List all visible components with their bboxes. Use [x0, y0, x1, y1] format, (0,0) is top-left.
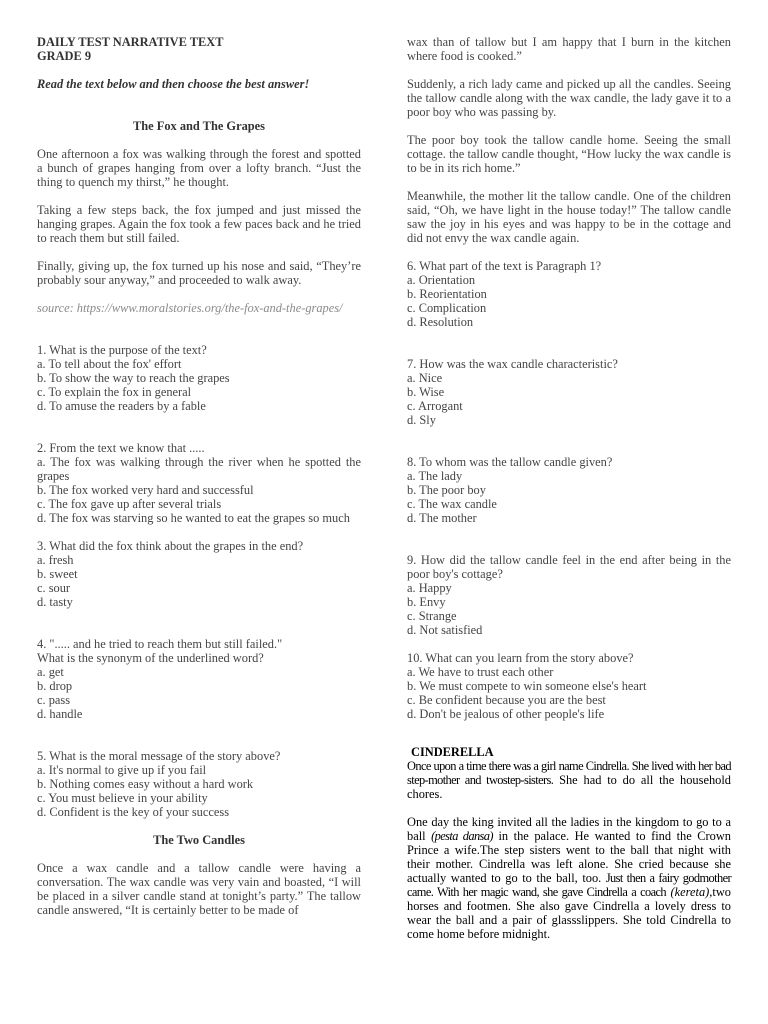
candles-story-title: The Two Candles [153, 833, 245, 847]
right-column [407, 35, 731, 941]
option: d. To amuse the readers by a fable [37, 399, 206, 413]
option: a. get [37, 665, 64, 679]
candles-paragraph-4: Meanwhile, the mother lit the tallow candle. One of the children said, “Oh, we have light in the house today!” The tallow candle saw the joy in his eyes and was happy to be in the cottage and did not envy the wax candle again. [407, 189, 731, 245]
question-text: 2. From the text we know that ..... [37, 441, 205, 455]
option: d. tasty [37, 595, 73, 609]
option: d. Sly [407, 413, 436, 427]
test-title: DAILY TEST NARRATIVE TEXT [37, 35, 224, 49]
question-text: 8. To whom was the tallow candle given? [407, 455, 613, 469]
candles-paragraph-3: The poor boy took the tallow candle home. Seeing the small cottage. the tallow candle thought, “How lucky the wax candle is to be in its rich home.” [407, 133, 731, 175]
option: d. Resolution [407, 315, 474, 329]
option: c. Arrogant [407, 399, 463, 413]
option: a. fresh [37, 553, 74, 567]
option: a. The lady [407, 469, 463, 483]
question-text: 4. "..... and he tried to reach them but still failed." [37, 637, 283, 651]
candles-paragraph-2: Suddenly, a rich lady came and picked up all the candles. Seeing the tallow candle along with the wax candle, the lady gave it to a poor boy who was passing by. [407, 77, 731, 119]
question-9 [407, 553, 731, 637]
option: d. The fox was starving so he wanted to eat the grapes so much [37, 511, 350, 525]
cinderella-p1-rest: She had to do all the household chores. [407, 773, 731, 801]
option: b. Envy [407, 595, 446, 609]
cinderella-paragraph-2 [407, 815, 731, 941]
question-text: 5. What is the moral message of the story above? [37, 749, 281, 763]
option: a. Happy [407, 581, 452, 595]
question-text: 6. What part of the text is Paragraph 1? [407, 259, 602, 273]
instruction: Read the text below and then choose the best answer! [37, 77, 310, 91]
question-8 [407, 455, 731, 525]
option: a. Orientation [407, 273, 476, 287]
cinderella-p2-condensed: Just then a fairy godmother came. With her magic wand, she gave Cindrella a coach [407, 871, 731, 899]
cinderella-p1-condensed: Once upon a time there was a girl name Cindrella. She lived with her bad step-mother and twostep-sisters. [407, 759, 731, 787]
left-column [37, 35, 361, 917]
grade-label: GRADE 9 [37, 49, 92, 63]
option: d. Not satisfied [407, 623, 483, 637]
fox-paragraph-3: Finally, giving up, the fox turned up his nose and said, “They’re probably sour anyway,” and proceeded to walk away. [37, 259, 361, 287]
option: c. sour [37, 581, 71, 595]
cinderella-paragraph-1 [407, 759, 731, 801]
question-10 [407, 651, 731, 721]
option: a. To tell about the fox' effort [37, 357, 182, 371]
cinderella-p2-text: ,two horses and footmen. She also gave Cindrella a lovely dress to wear the ball and a pair of glassslippers. She told Cindrella to come home before midnight. [407, 885, 731, 941]
cinderella-title: CINDERELLA [411, 745, 494, 759]
option: c. Be confident because you are the best [407, 693, 606, 707]
question-4 [37, 637, 361, 721]
question-3 [37, 539, 361, 609]
option: c. Complication [407, 301, 487, 315]
option: b. Reorientation [407, 287, 487, 301]
option: d. Don't be jealous of other people's life [407, 707, 605, 721]
option: b. Wise [407, 385, 445, 399]
option: d. Confident is the key of your success [37, 805, 230, 819]
option: a. Nice [407, 371, 443, 385]
option: c. pass [37, 693, 71, 707]
fox-paragraph-1: One afternoon a fox was walking through the forest and spotted a bunch of grapes hanging from over a lofty branch. “Just the thing to quench my thirst,” he thought. [37, 147, 361, 189]
option: b. sweet [37, 567, 78, 581]
question-text: 1. What is the purpose of the text? [37, 343, 207, 357]
fox-paragraph-2: Taking a few steps back, the fox jumped and just missed the hanging grapes. Again the fox took a few paces back and he tried to reach them but still failed. [37, 203, 361, 245]
candles-paragraph-1-continued: wax than of tallow but I am happy that I burn in the kitchen where food is cooked.” [407, 35, 731, 63]
option: b. Nothing comes easy without a hard work [37, 777, 254, 791]
option: c. The fox gave up after several trials [37, 497, 222, 511]
option: c. You must believe in your ability [37, 791, 208, 805]
question-text: 7. How was the wax candle characteristic? [407, 357, 618, 371]
option: b. The fox worked very hard and successful [37, 483, 254, 497]
question-6 [407, 259, 731, 329]
question-7 [407, 357, 731, 427]
option: a. The fox was walking through the river when he spotted the grapes [37, 455, 361, 483]
question-subtext: What is the synonym of the underlined word? [37, 651, 264, 665]
option: b. drop [37, 679, 73, 693]
fox-story-title: The Fox and The Grapes [133, 119, 265, 133]
option: b. To show the way to reach the grapes [37, 371, 230, 385]
cinderella-p2-italic-term: (kereta) [670, 885, 710, 899]
option: c. To explain the fox in general [37, 385, 192, 399]
option: a. It's normal to give up if you fail [37, 763, 207, 777]
option: a. We have to trust each other [407, 665, 554, 679]
option: c. The wax candle [407, 497, 497, 511]
question-text: 10. What can you learn from the story above? [407, 651, 634, 665]
question-2 [37, 441, 361, 525]
question-text: 9. How did the tallow candle feel in the end after being in the poor boy's cottage? [407, 553, 731, 581]
cinderella-p2-text: One day the king invited all the ladies in the kingdom to go to a ball [407, 815, 731, 843]
option: d. handle [37, 707, 83, 721]
option: c. Strange [407, 609, 457, 623]
fox-source: source: https://www.moralstories.org/the-fox-and-the-grapes/ [37, 301, 343, 315]
option: d. The mother [407, 511, 477, 525]
question-1 [37, 343, 361, 413]
question-5 [37, 749, 361, 819]
cinderella-p2-text: in the palace. He wanted to find the Crown Prince a wife.The step sisters went to the ball that night with their mother. Cindrella was left alone. She cried because she actually wanted to go to the ball, too. [407, 829, 731, 885]
option: b. We must compete to win someone else's heart [407, 679, 647, 693]
candles-paragraph-1: Once a wax candle and a tallow candle were having a conversation. The wax candle was very vain and boasted, “I will be placed in a silver candle stand at tonight’s party.” The tallow candle answered, “It is certainly better to be made of [37, 861, 361, 917]
question-text: 3. What did the fox think about the grapes in the end? [37, 539, 304, 553]
cinderella-p2-italic-term: (pesta dansa) [431, 829, 493, 843]
option: b. The poor boy [407, 483, 486, 497]
